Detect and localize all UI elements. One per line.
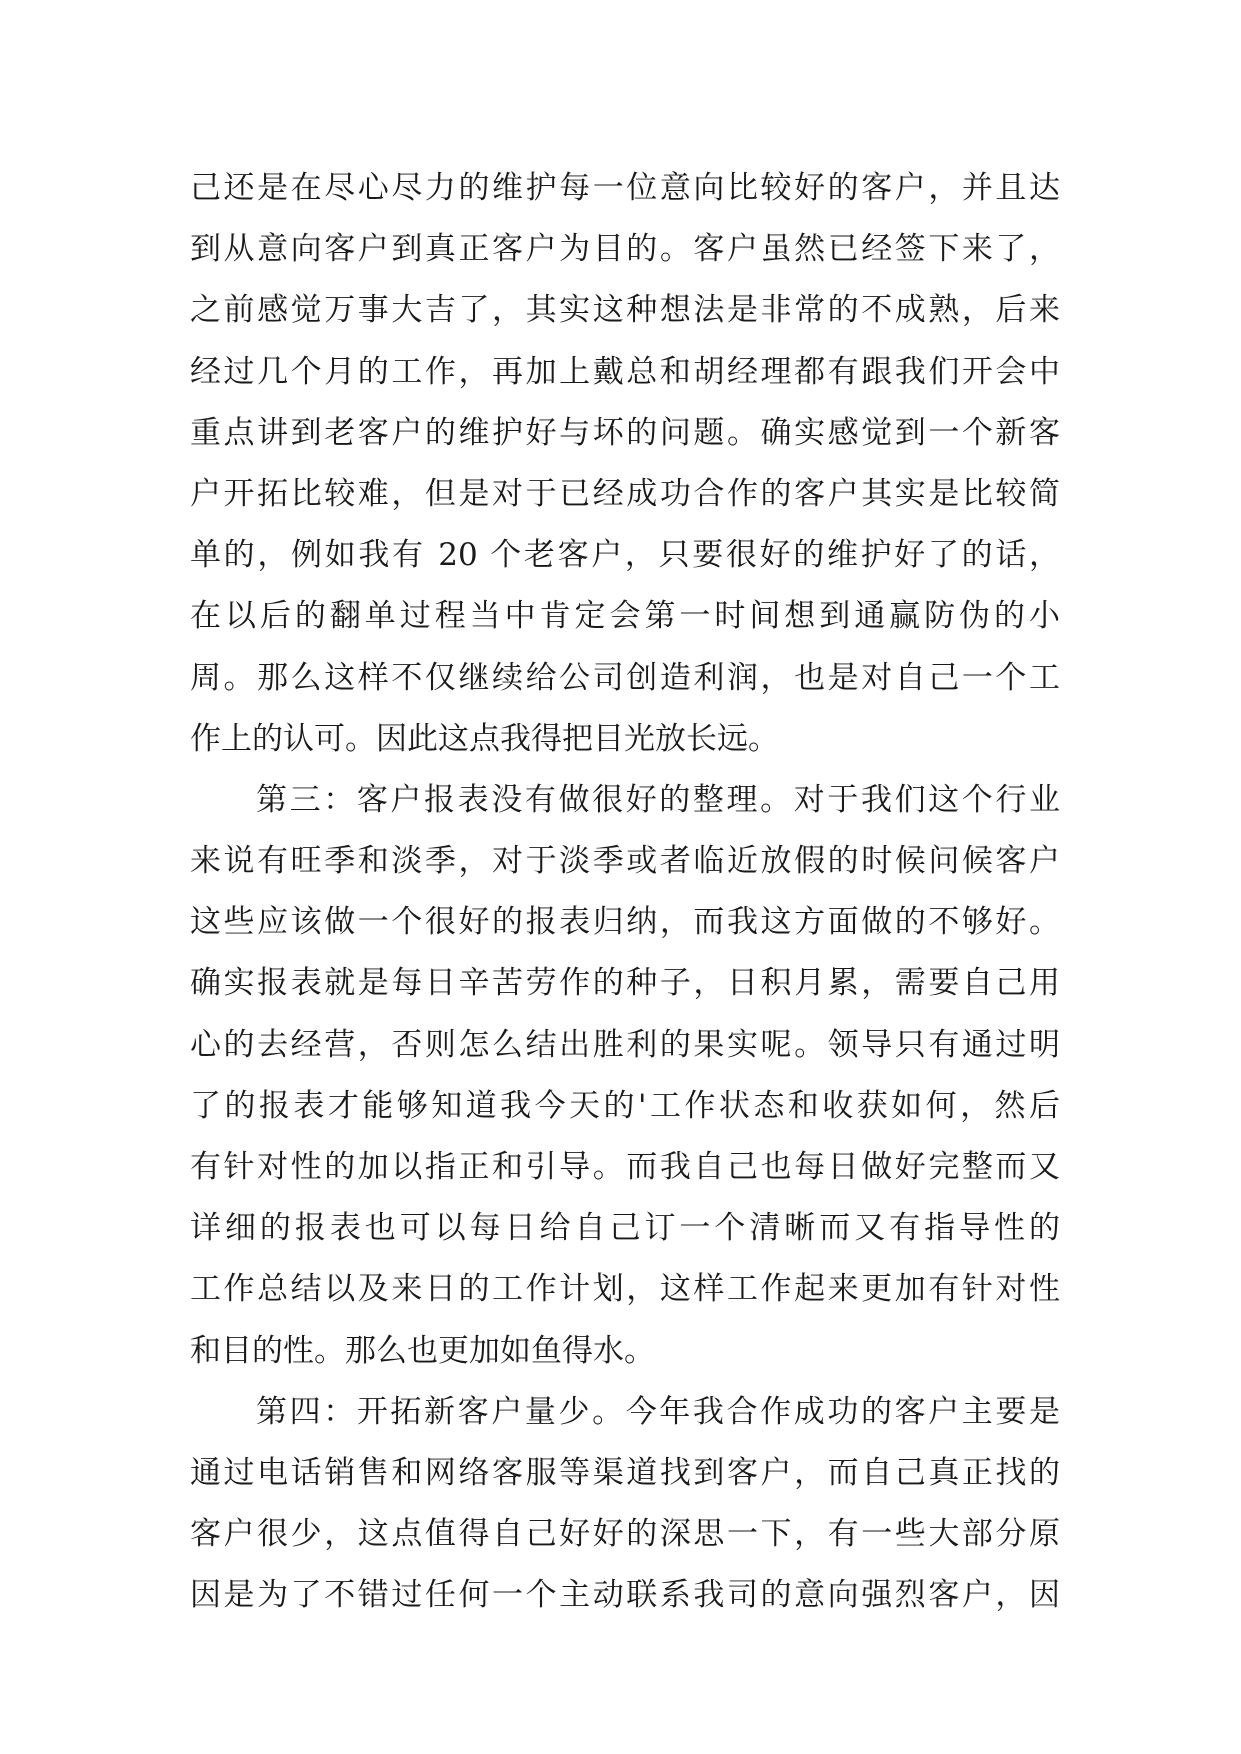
text-line: 因是为了不错过任何一个主动联系我司的意向强烈客户，因 <box>190 1577 1060 1614</box>
text-line: 之前感觉万事大吉了，其实这种想法是非常的不成熟，后来 <box>190 292 1060 329</box>
text-line: 详细的报表也可以每日给自己订一个清晰而又有指导性的 <box>190 1210 1060 1247</box>
paragraph-first-line: 第三：客户报表没有做很好的整理。对于我们这个行业 <box>256 781 1060 818</box>
text-line: 单的，例如我有 20 个老客户，只要很好的维护好了的话， <box>190 537 1060 574</box>
text-line: 重点讲到老客户的维护好与坏的问题。确实感觉到一个新客 <box>190 414 1060 451</box>
text-line: 工作总结以及来日的工作计划，这样工作起来更加有针对性 <box>190 1271 1060 1308</box>
text-line: 己还是在尽心尽力的维护每一位意向比较好的客户，并且达 <box>190 170 1060 206</box>
text-line: 在以后的翻单过程当中肯定会第一时间想到通赢防伪的小 <box>190 598 1060 635</box>
text-line: 到从意向客户到真正客户为目的。客户虽然已经签下来了， <box>190 231 1060 268</box>
paragraph-first-line: 第四：开拓新客户量少。今年我合作成功的客户主要是 <box>256 1393 1060 1430</box>
text-line: 周。那么这样不仅继续给公司创造利润，也是对自己一个工 <box>190 659 1060 696</box>
text-line: 和目的性。那么也更加如鱼得水。 <box>190 1332 655 1369</box>
text-line: 确实报表就是每日辛苦劳作的种子，日积月累，需要自己用 <box>190 965 1060 1002</box>
text-line: 来说有旺季和淡季，对于淡季或者临近放假的时候问候客户 <box>190 843 1060 880</box>
text-line: 作上的认可。因此这点我得把目光放长远。 <box>190 720 779 757</box>
text-line: 心的去经营，否则怎么结出胜利的果实呢。领导只有通过明 <box>190 1026 1060 1063</box>
text-line: 这些应该做一个很好的报表归纳，而我这方面做的不够好。 <box>190 904 1060 941</box>
text-line: 通过电话销售和网络客服等渠道找到客户，而自己真正找的 <box>190 1454 1060 1491</box>
text-line: 了的报表才能够知道我今天的'工作状态和收获如何，然后 <box>190 1087 1060 1124</box>
body-text <box>190 158 1060 1627</box>
text-line: 客户很少，这点值得自己好好的深思一下，有一些大部分原 <box>190 1516 1060 1553</box>
text-line: 经过几个月的工作，再加上戴总和胡经理都有跟我们开会中 <box>190 353 1060 390</box>
text-line: 户开拓比较难，但是对于已经成功合作的客户其实是比较简 <box>190 475 1060 512</box>
text-line: 有针对性的加以指正和引导。而我自己也每日做好完整而又 <box>190 1149 1060 1185</box>
